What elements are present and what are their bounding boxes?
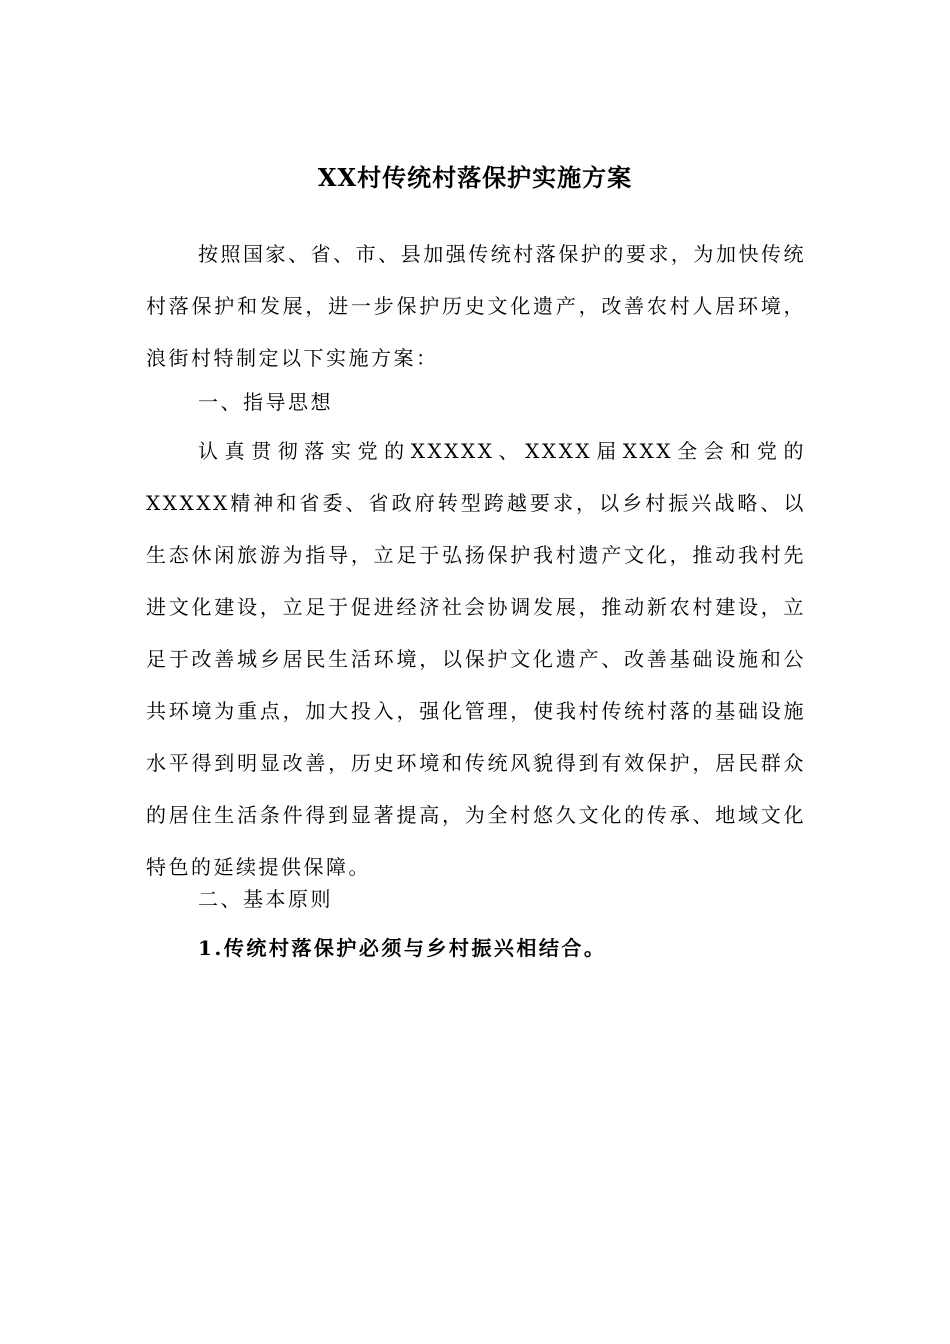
intro-paragraph: 按照国家、省、市、县加强传统村落保护的要求，为加快传统村落保护和发展，进一步保护历史文化遗产，改善农村人居环境，浪街村特制定以下实施方案： bbox=[146, 242, 806, 370]
section-heading-guiding-thought: 一、指导思想 bbox=[198, 390, 333, 414]
page-title: XX村传统村落保护实施方案 bbox=[317, 163, 633, 192]
guiding-thought-paragraph: 认真贯彻落实党的XXXXX、XXXX届XXX全会和党的XXXXX精神和省委、省政府转型跨越要求，以乡村振兴战略、以生态休闲旅游为指导，立足于弘扬保护我村遗产文化，推动我村先进文化建设，立足于促进经济社会协调发展，推动新农村建设，立足于改善城乡居民生活环境，以保护文化遗产、改善基础设施和公共环境为重点，加大投入，强化管理，使我村传统村落的基础设施水平得到明显改善，历史环境和传统风貌得到有效保护，居民群众的居住生活条件得到显著提高，为全村悠久文化的传承、地域文化特色的延续提供保障。 bbox=[146, 439, 806, 879]
principle-item-1: 1.传统村落保护必须与乡村振兴相结合。 bbox=[198, 936, 607, 960]
section-heading-basic-principles: 二、基本原则 bbox=[198, 887, 333, 911]
